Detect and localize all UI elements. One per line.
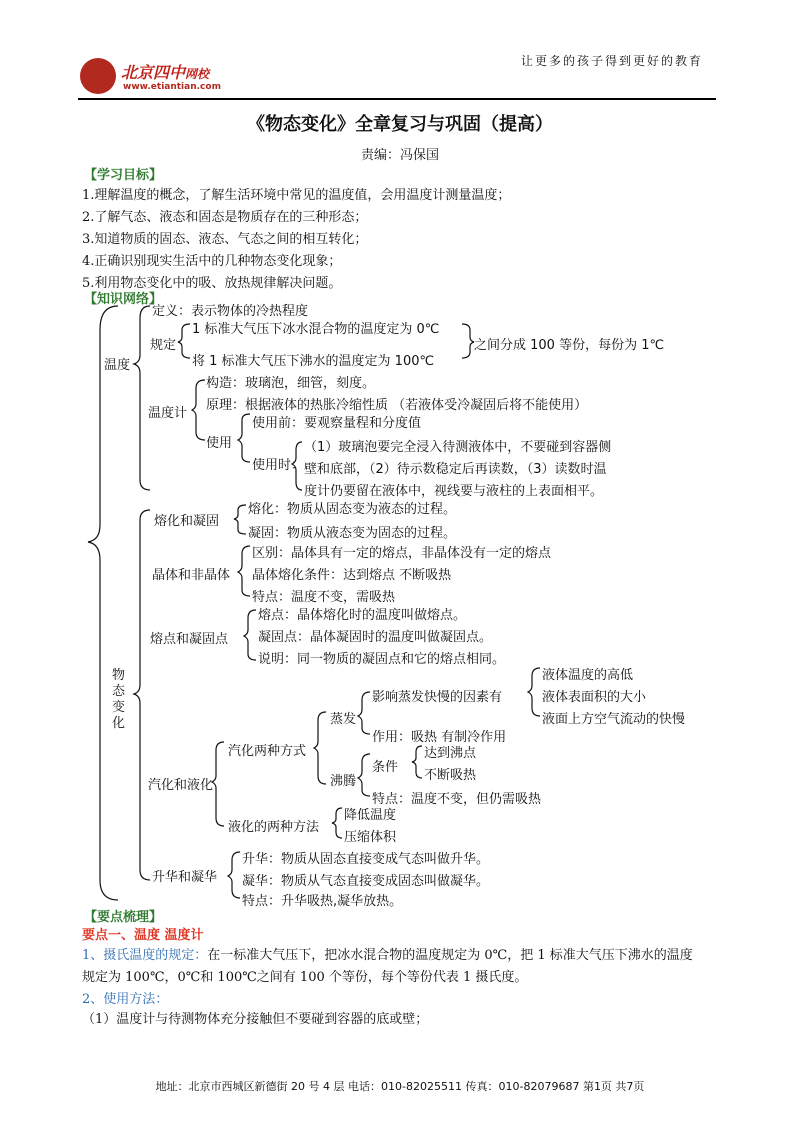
crystal-brace — [238, 546, 250, 596]
node-note: 说明：同一物质的凝固点和它的熔点相同。 — [258, 652, 506, 667]
method-item: （1）温度计与待测物体充分接触但不要碰到容器的底或壁； — [82, 1012, 429, 1027]
header-slogan: 让更多的孩子得到更好的教育 — [521, 54, 704, 68]
logo-url: www.etiantian.com — [123, 82, 221, 92]
factor-item: 液面上方空气流动的快慢 — [542, 712, 686, 727]
node-usage: 使用 — [206, 436, 233, 451]
node-principle: 原理：根据液体的热胀冷缩性质 （若液体受冷凝固后将不能使用） — [206, 398, 588, 413]
sub-brace — [228, 852, 240, 898]
node-vapor-two: 汽化两种方式 — [228, 744, 307, 759]
melt-brace — [234, 505, 246, 534]
goal-item: 1.理解温度的概念，了解生活环境中常见的温度值，会用温度计测量温度； — [82, 188, 511, 203]
goal-item: 3.知道物质的固态、液态、气态之间的相互转化； — [82, 232, 368, 247]
goal-item: 5.利用物态变化中的吸、放热规律解决问题。 — [82, 276, 342, 291]
node-condition: 条件 — [372, 760, 399, 775]
node-freezing: 凝固：物质从液态变为固态的过程。 — [248, 526, 457, 541]
in-use-line: 壁和底部，（2）待示数稳定后再读数，（3）读数时温 — [304, 462, 607, 477]
node-wendu: 温度 — [104, 358, 131, 373]
node-sublimate: 升华：物质从固态直接变成气态叫做升华。 — [242, 852, 490, 867]
node-sublimation: 升华和凝华 — [152, 870, 218, 885]
in-use-line: 度计仍要留在液体中，视线要与液柱的上表面相平。 — [304, 484, 604, 499]
points-heading: 【要点梳理】 — [84, 910, 163, 925]
node-before-use: 使用前：要观察量程和分度值 — [252, 416, 422, 431]
node-boil-feature: 特点：温度不变，但仍需吸热 — [372, 792, 542, 807]
factor-item: 液体温度的高低 — [542, 668, 634, 683]
vapor-brace — [212, 742, 224, 826]
page-footer: 地址：北京市西城区新德街 20 号 4 层 电话：010-82025511 传真：010-82079687 第1页 共7页 — [155, 1080, 645, 1093]
goals-heading: 【学习目标】 — [84, 168, 163, 183]
celsius-text-cont: 规定为 100℃，0℃和 100℃之间有 100 个等份，每个等份代表 1 摄氏度。 — [82, 970, 528, 985]
vapor-two-brace — [314, 712, 326, 784]
rule-brace — [178, 324, 190, 358]
node-rule1: 1 标准大气压下冰水混合物的温度定为 0℃ — [192, 322, 440, 337]
node-definition: 定义：表示物体的冷热程度 — [152, 304, 309, 319]
editor-credit: 责编：冯保国 — [360, 148, 439, 163]
node-sub-feature: 特点：升华吸热,凝华放热。 — [242, 894, 403, 909]
node-boiling: 沸腾 — [330, 774, 357, 789]
cond-item: 不断吸热 — [424, 768, 477, 783]
node-melt-freeze: 熔化和凝固 — [154, 514, 220, 529]
liq-item: 压缩体积 — [344, 830, 397, 845]
node-structure: 构造：玻璃泡，细管，刻度。 — [206, 376, 376, 391]
factor-item: 液体表面积的大小 — [542, 690, 647, 705]
node-crystal-condition: 晶体熔化条件：达到熔点 不断吸热 — [252, 568, 452, 583]
thermo-brace — [192, 380, 205, 440]
goal-item: 4.正确识别现实生活中的几种物态变化现象； — [82, 254, 342, 269]
method-label: 2、使用方法： — [82, 992, 169, 1007]
wendu-brace — [134, 306, 150, 490]
goal-item: 2.了解气态、液态和固态是物质存在的三种形态； — [82, 210, 368, 225]
node-thermometer: 温度计 — [148, 406, 188, 421]
node-freeze-point: 凝固点：晶体凝固时的温度叫做凝固点。 — [258, 630, 493, 645]
node-rule-result: 之间分成 100 等份，每份为 1℃ — [474, 338, 665, 353]
node-evaporation: 蒸发 — [330, 712, 357, 727]
cond-item: 达到沸点 — [424, 746, 477, 761]
meltpoint-brace — [244, 610, 256, 660]
main-brace — [88, 306, 118, 900]
celsius-label: 1、摄氏温度的规定： — [82, 948, 208, 963]
logo-name: 北京四中网校 — [121, 63, 210, 82]
node-rule2: 将 1 标准大气压下沸水的温度定为 100℃ — [192, 354, 435, 369]
network-heading: 【知识网络】 — [84, 292, 163, 307]
usage-brace — [238, 414, 250, 462]
evap-brace — [358, 692, 370, 734]
factor-brace — [528, 668, 540, 716]
in-use-line: （1）玻璃泡要完全浸入待测液体中，不要碰到容器侧 — [304, 440, 612, 455]
node-factors: 影响蒸发快慢的因素有 — [372, 690, 503, 705]
node-liquefy-methods: 液化的两种方法 — [228, 820, 320, 835]
boil-brace — [358, 754, 370, 796]
node-crystal-feature: 特点：温度不变，需吸热 — [252, 590, 396, 605]
cond-brace — [412, 746, 422, 778]
node-guiding: 规定 — [150, 338, 177, 353]
liq-brace — [332, 808, 342, 838]
node-crystal: 晶体和非晶体 — [152, 568, 231, 583]
node-effect: 作用：吸热 有制冷作用 — [372, 730, 507, 745]
node-in-use: 使用时： — [252, 458, 305, 473]
rule-right-brace — [462, 324, 474, 358]
node-difference: 区别：晶体具有一定的熔点，非晶体没有一定的熔点 — [252, 546, 552, 561]
node-deposit: 凝华：物质从气态直接变成固态叫做凝华。 — [242, 874, 490, 889]
node-melt-point-group: 熔点和凝固点 — [150, 632, 229, 647]
node-state-change: 物态变化 — [112, 668, 126, 731]
state-brace — [134, 510, 150, 880]
node-melting: 熔化：物质从固态变为液态的过程。 — [248, 502, 457, 517]
node-melt-point: 熔点：晶体熔化时的温度叫做熔点。 — [258, 608, 467, 623]
celsius-rule-line — [82, 944, 693, 963]
celsius-text: 在一标准大气压下，把冰水混合物的温度规定为 0℃，把 1 标准大气压下沸水的温度 — [207, 948, 693, 963]
point-one-title: 要点一、温度 温度计 — [82, 928, 204, 943]
logo-suffix: 网校 — [185, 67, 210, 81]
node-vapor-liquefy: 汽化和液化 — [148, 778, 214, 793]
liq-item: 降低温度 — [344, 808, 397, 823]
page-title: 《物态变化》全章复习与巩固（提高） — [247, 114, 553, 135]
